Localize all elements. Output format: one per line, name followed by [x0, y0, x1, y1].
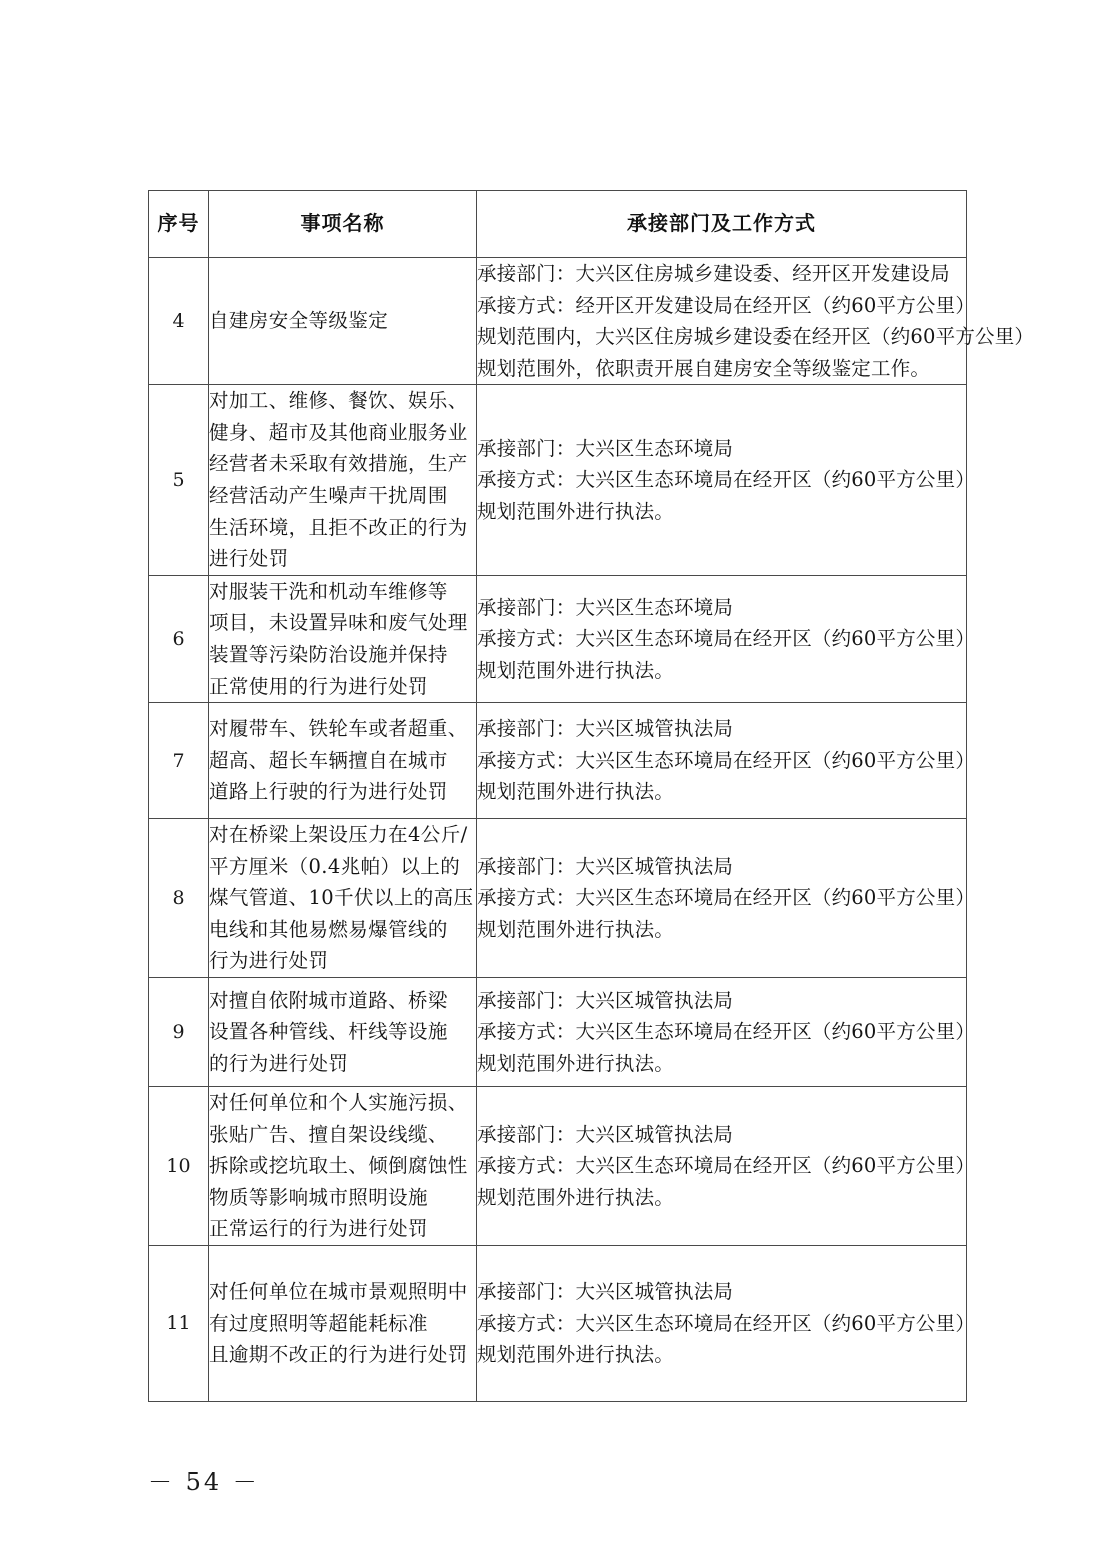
- text-line: 对履带车、铁轮车或者超重、: [209, 717, 468, 741]
- text-line: 承接方式：大兴区生态环境局在经开区（约60平方公里）: [477, 627, 976, 651]
- row-item-name: [209, 1086, 477, 1245]
- text-line: 承接方式：经开区开发建设局在经开区（约60平方公里）: [477, 293, 976, 317]
- table-row: [149, 385, 967, 575]
- text-line: 且逾期不改正的行为进行处罚: [209, 1343, 468, 1367]
- text-line: 承接方式：大兴区生态环境局在经开区（约60平方公里）: [477, 1311, 976, 1335]
- row-item-name: [209, 1245, 477, 1401]
- text-line: 物质等影响城市照明设施: [209, 1185, 428, 1209]
- text-line: 对任何单位和个人实施污损、: [209, 1090, 468, 1114]
- text-line: 对加工、维修、餐饮、娱乐、: [209, 389, 468, 413]
- column-header-department-method: 承接部门及工作方式: [477, 191, 967, 258]
- row-seq: 9: [149, 977, 209, 1086]
- text-line: 承接部门：大兴区城管执法局: [477, 854, 734, 878]
- text-line: 承接部门：大兴区城管执法局: [477, 717, 734, 741]
- text-line: 道路上行驶的行为进行处罚: [209, 780, 448, 804]
- text-line: 承接部门：大兴区生态环境局: [477, 595, 734, 619]
- text-line: 承接方式：大兴区生态环境局在经开区（约60平方公里）: [477, 886, 976, 910]
- row-item-name: [209, 977, 477, 1086]
- responsibilities-table: [148, 190, 1035, 1402]
- table-row: [149, 258, 967, 385]
- text-line: 对任何单位在城市景观照明中: [209, 1280, 468, 1303]
- row-seq: 5: [149, 385, 209, 575]
- table-row: [149, 575, 967, 702]
- text-line: 煤气管道、10千伏以上的高压: [209, 886, 474, 910]
- text-line: 承接部门：大兴区生态环境局: [477, 436, 734, 460]
- text-line: 承接部门：大兴区住房城乡建设委、经开区开发建设局: [477, 262, 950, 285]
- text-line: 规划范围外进行执法。: [477, 1185, 675, 1209]
- column-header-item-name: 事项名称: [209, 191, 477, 258]
- text-line: 对在桥梁上架设压力在4公斤/: [209, 823, 468, 847]
- text-line: 自建房安全等级鉴定: [209, 309, 389, 333]
- row-item-name: [209, 575, 477, 702]
- text-line: 经营活动产生噪声干扰周围: [209, 484, 448, 508]
- text-line: 承接部门：大兴区城管执法局: [477, 988, 734, 1012]
- column-header-seq: 序号: [149, 191, 209, 258]
- text-line: 规划范围内，大兴区住房城乡建设委在经开区（约60平方公里）: [477, 325, 1035, 349]
- table-row: [149, 703, 967, 819]
- row-department-method: [477, 385, 976, 575]
- row-item-name: [209, 258, 477, 385]
- row-seq: 11: [149, 1245, 209, 1401]
- table-row: [149, 977, 967, 1086]
- text-line: 项目，未设置异味和废气处理: [209, 611, 468, 635]
- text-line: 生活环境，且拒不改正的行为: [209, 515, 468, 539]
- text-line: 正常使用的行为进行处罚: [209, 674, 428, 698]
- text-line: 规划范围外进行执法。: [477, 658, 675, 682]
- text-line: 健身、超市及其他商业服务业: [209, 420, 468, 444]
- text-line: 规划范围外进行执法。: [477, 1051, 675, 1075]
- table-body: [149, 258, 1035, 1402]
- text-line: 规划范围外进行执法。: [477, 780, 675, 804]
- row-item-name: [209, 385, 477, 575]
- text-line: 对擅自依附城市道路、桥梁: [209, 988, 448, 1012]
- row-seq: 7: [149, 703, 209, 819]
- text-line: 行为进行处罚: [209, 949, 329, 973]
- row-seq: 6: [149, 575, 209, 702]
- text-line: 张贴广告、擅自架设线缆、: [209, 1122, 448, 1146]
- text-line: 有过度照明等超能耗标准: [209, 1311, 428, 1335]
- text-line: 装置等污染防治设施并保持: [209, 642, 448, 666]
- text-line: 正常运行的行为进行处罚: [209, 1217, 428, 1241]
- text-line: 经营者未采取有效措施，生产: [209, 452, 468, 476]
- row-seq: 10: [149, 1086, 209, 1245]
- row-department-method: [477, 703, 976, 819]
- text-line: 规划范围外进行执法。: [477, 1343, 675, 1367]
- text-line: 平方厘米（0.4兆帕）以上的: [209, 854, 461, 878]
- text-line: 拆除或挖坑取土、倾倒腐蚀性: [209, 1154, 468, 1178]
- text-line: 电线和其他易燃易爆管线的: [209, 917, 448, 941]
- row-department-method: [477, 1086, 976, 1245]
- row-department-method: [477, 575, 976, 702]
- table-header-row: [149, 191, 967, 258]
- text-line: 承接方式：大兴区生态环境局在经开区（约60平方公里）: [477, 1020, 976, 1044]
- text-line: 承接方式：大兴区生态环境局在经开区（约60平方公里）: [477, 1154, 976, 1178]
- text-line: 承接方式：大兴区生态环境局在经开区（约60平方公里）: [477, 468, 976, 492]
- text-line: 对服装干洗和机动车维修等: [209, 579, 448, 603]
- text-line: 超高、超长车辆擅自在城市: [209, 748, 448, 772]
- page-number: － 54 －: [148, 1468, 260, 1496]
- row-seq: 8: [149, 819, 209, 978]
- row-department-method: [477, 258, 1035, 385]
- text-line: 规划范围外，依职责开展自建房安全等级鉴定工作。: [477, 356, 931, 380]
- row-item-name: [209, 703, 477, 819]
- table-row: [149, 1245, 967, 1401]
- table-row: [149, 1086, 967, 1245]
- text-line: 规划范围外进行执法。: [477, 917, 675, 941]
- table-row: [149, 819, 967, 978]
- text-line: 设置各种管线、杆线等设施: [209, 1020, 448, 1044]
- row-department-method: [477, 819, 976, 978]
- text-line: 的行为进行处罚: [209, 1051, 349, 1075]
- row-department-method: [477, 977, 976, 1086]
- text-line: 承接方式：大兴区生态环境局在经开区（约60平方公里）: [477, 748, 976, 772]
- row-seq: 4: [149, 258, 209, 385]
- text-line: 规划范围外进行执法。: [477, 499, 675, 523]
- text-line: 承接部门：大兴区城管执法局: [477, 1280, 734, 1303]
- text-line: 进行处罚: [209, 547, 289, 571]
- row-department-method: [477, 1245, 976, 1401]
- text-line: 承接部门：大兴区城管执法局: [477, 1122, 734, 1146]
- row-item-name: [209, 819, 477, 978]
